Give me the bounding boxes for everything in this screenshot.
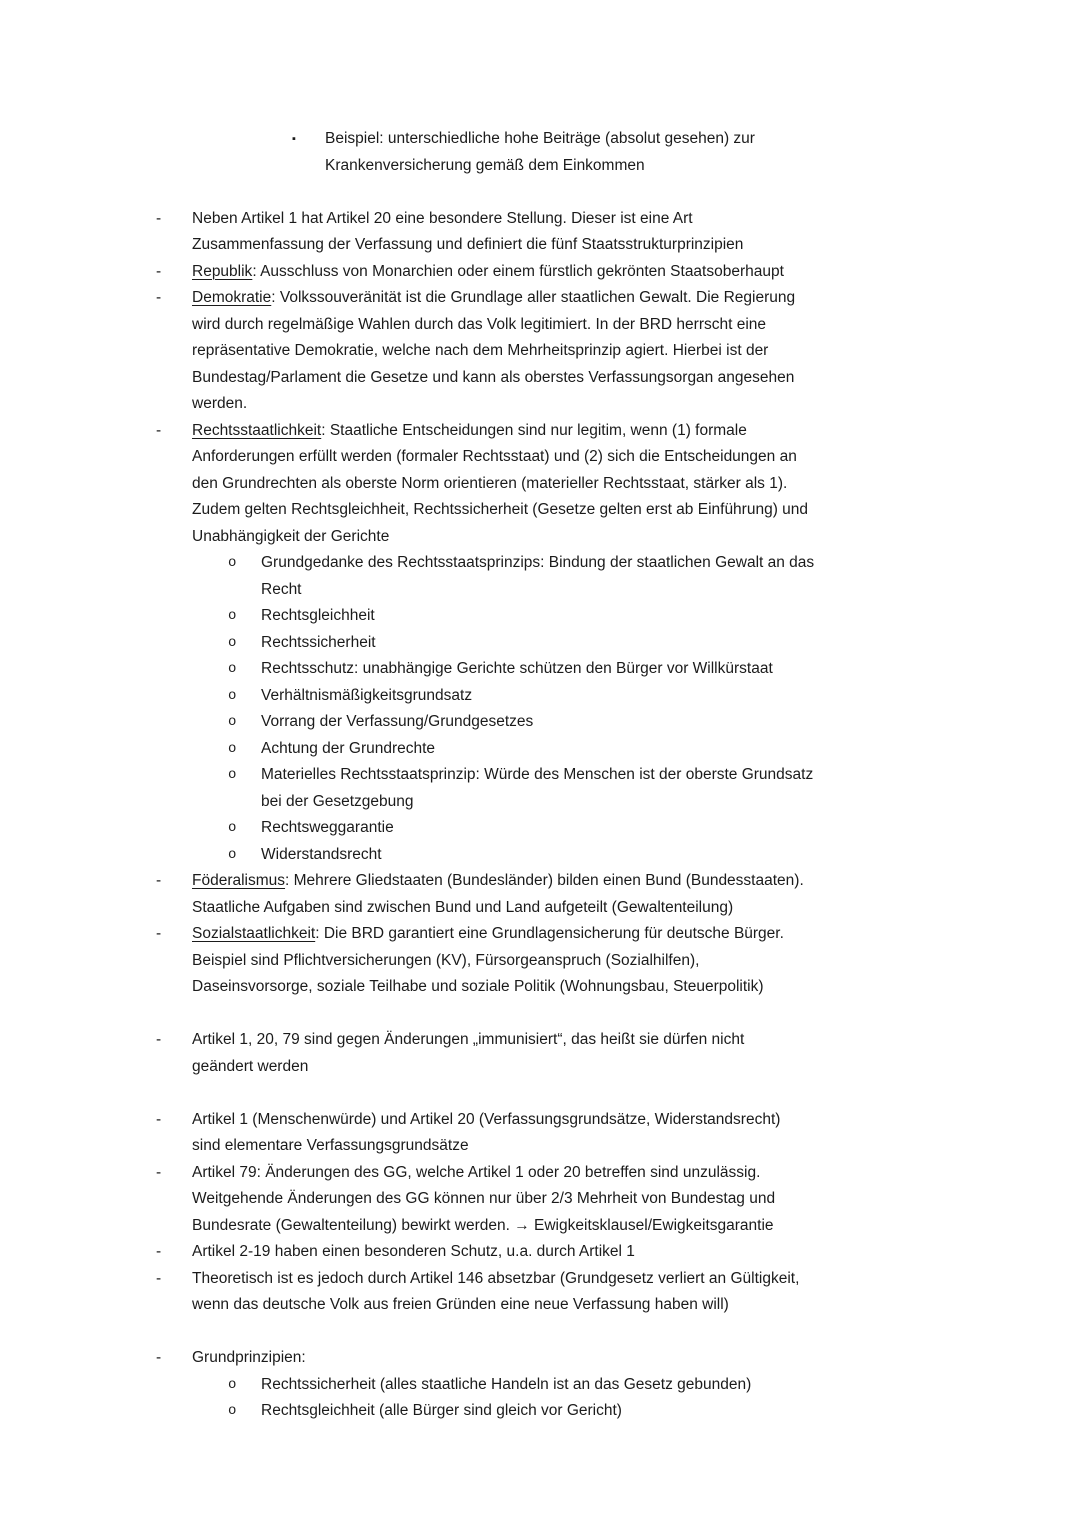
text-line: Staatliche Aufgaben sind zwischen Bund und Land aufgeteilt (Gewaltenteilung) [192, 898, 734, 916]
list-item [0, 815, 1080, 842]
list-item [0, 868, 1080, 921]
list-item-text [192, 1345, 1080, 1372]
list-item-text [261, 603, 1080, 630]
list-item [0, 1398, 1080, 1425]
dash-bullet-icon: - [156, 872, 162, 889]
dash-bullet-icon: - [156, 262, 162, 280]
list-item-text [192, 418, 1080, 551]
list-item-text [192, 1266, 1080, 1319]
text-line: Neben Artikel 1 hat Artikel 20 eine besondere Stellung. Dieser ist eine Art [192, 209, 693, 227]
text-line: repräsentative Demokratie, welche nach dem Mehrheitsprinzip agiert. Hierbei ist der [192, 342, 769, 359]
text-line: Materielles Rechtsstaatsprinzip: Würde des Menschen ist der oberste Grundsatz [261, 766, 814, 783]
list-item-text [192, 921, 1080, 1001]
list-item-text [261, 736, 1080, 763]
list-item-text [192, 206, 1080, 259]
text-line: Demokratie: Volkssouveränität ist die Grundlage aller staatlichen Gewalt. Die Regierung [192, 289, 796, 306]
text-line: Unabhängigkeit der Gerichte [192, 527, 390, 545]
circle-bullet-icon: o [228, 820, 237, 836]
list-item-text [192, 1239, 1080, 1266]
list-item [0, 921, 1080, 1001]
circle-bullet-icon: o [228, 1376, 237, 1393]
list-item-text [325, 126, 1080, 179]
text-line: Rechtsstaatlichkeit: Staatliche Entscheidungen sind nur legitim, wenn (1) formale [192, 421, 747, 439]
dash-bullet-icon: - [156, 1269, 162, 1287]
circle-bullet-icon: o [228, 1403, 237, 1419]
paragraph-spacer [0, 1319, 1080, 1346]
circle-bullet-icon: o [228, 740, 237, 757]
text-line: Zusammenfassung der Verfassung und definiert die fünf Staatsstrukturprinzipien [192, 236, 744, 253]
list-item [0, 630, 1080, 657]
list-item [0, 126, 1080, 179]
list-item [0, 1372, 1080, 1399]
list-item-text [192, 1107, 1080, 1160]
circle-bullet-icon: o [228, 767, 237, 783]
list-item-text [261, 762, 1080, 815]
circle-bullet-icon: o [228, 661, 237, 677]
list-item [0, 1027, 1080, 1080]
text-line: Rechtsschutz: unabhängige Gerichte schützen den Bürger vor Willkürstaat [261, 660, 773, 677]
text-line: Bundestag/Parlament die Gesetze und kann als oberstes Verfassungsorgan angesehen [192, 368, 795, 386]
document-body [0, 126, 1080, 1425]
square-bullet-icon: ▪ [292, 133, 296, 145]
text-line: Daseinsvorsorge, soziale Teilhabe und soziale Politik (Wohnungsbau, Steuerpolitik) [192, 978, 764, 995]
text-line: Weitgehende Änderungen des GG können nur über 2/3 Mehrheit von Bundestag und [192, 1190, 776, 1207]
text-line: sind elementare Verfassungsgrundsätze [192, 1137, 469, 1154]
underlined-term: Rechtsstaatlichkeit [192, 421, 322, 439]
paragraph-spacer [0, 1001, 1080, 1028]
text-line: Widerstandsrecht [261, 845, 382, 863]
text-line: Krankenversicherung gemäß dem Einkommen [325, 156, 645, 174]
list-item-text [192, 868, 1080, 921]
text-line: geändert werden [192, 1057, 309, 1075]
list-item [0, 603, 1080, 630]
dash-bullet-icon: - [156, 1163, 162, 1181]
text-line: Grundgedanke des Rechtsstaatsprinzips: Bindung der staatlichen Gewalt an das [261, 554, 815, 571]
list-item-text [261, 842, 1080, 869]
list-item-text [192, 285, 1080, 418]
list-item-text [261, 656, 1080, 683]
text-line: den Grundrechten als oberste Norm orientieren (materieller Rechtsstaat, stärker als 1). [192, 474, 788, 492]
underlined-term: Sozialstaatlichkeit [192, 925, 316, 942]
text-line: Republik: Ausschluss von Monarchien oder einem fürstlich gekrönten Staatsoberhaupt [192, 262, 784, 280]
list-item-text [261, 1398, 1080, 1425]
circle-bullet-icon: o [228, 634, 237, 651]
text-line: Beispiel sind Pflichtversicherungen (KV), Fürsorgeanspruch (Sozialhilfen), [192, 951, 700, 969]
text-line: Recht [261, 580, 302, 598]
text-line: Beispiel: unterschiedliche hohe Beiträge (absolut gesehen) zur [325, 130, 755, 147]
list-item [0, 1239, 1080, 1266]
text-line: Vorrang der Verfassung/Grundgesetzes [261, 713, 534, 730]
list-item-text [261, 1372, 1080, 1399]
list-item [0, 285, 1080, 418]
list-item [0, 1266, 1080, 1319]
dash-bullet-icon: - [156, 1243, 162, 1260]
list-item [0, 736, 1080, 763]
list-item-text [192, 1160, 1080, 1240]
list-item [0, 842, 1080, 869]
text-line: Rechtsweggarantie [261, 819, 394, 836]
list-item [0, 1107, 1080, 1160]
list-item [0, 550, 1080, 603]
list-item [0, 762, 1080, 815]
underlined-term: Demokratie [192, 289, 272, 306]
text-line: Rechtsgleichheit (alle Bürger sind gleich vor Gericht) [261, 1402, 622, 1419]
list-item [0, 709, 1080, 736]
dash-bullet-icon: - [156, 209, 162, 227]
text-line: Zudem gelten Rechtsgleichheit, Rechtssicherheit (Gesetze gelten erst ab Einführung) und [192, 501, 809, 518]
text-line: Anforderungen erfüllt werden (formaler Rechtsstaat) und (2) sich die Entscheidungen an [192, 448, 797, 465]
text-line: Artikel 1 (Menschenwürde) und Artikel 20 (Verfassungsgrundsätze, Widerstandsrecht) [192, 1110, 781, 1128]
text-line: Theoretisch ist es jedoch durch Artikel 146 absetzbar (Grundgesetz verliert an Gültigkeit, [192, 1269, 800, 1287]
circle-bullet-icon: o [228, 714, 237, 730]
list-item [0, 656, 1080, 683]
list-item-text [261, 550, 1080, 603]
underlined-term: Republik [192, 262, 253, 280]
list-item-text [192, 1027, 1080, 1080]
text-line: Rechtsgleichheit [261, 607, 375, 624]
text-line: Föderalismus: Mehrere Gliedstaaten (Bundesländer) bilden einen Bund (Bundesstaaten). [192, 872, 804, 889]
list-item [0, 206, 1080, 259]
dash-bullet-icon: - [156, 289, 162, 306]
text-line: Rechtssicherheit (alles staatliche Handeln ist an das Gesetz gebunden) [261, 1375, 752, 1393]
paragraph-spacer [0, 179, 1080, 206]
text-line: Grundprinzipien: [192, 1349, 306, 1366]
circle-bullet-icon: o [228, 555, 237, 571]
text-line: Rechtssicherheit [261, 633, 376, 651]
underlined-term: Föderalismus [192, 872, 286, 889]
paragraph-spacer [0, 1080, 1080, 1107]
text-line: Artikel 79: Änderungen des GG, welche Artikel 1 oder 20 betreffen sind unzulässig. [192, 1163, 761, 1181]
list-item-text [261, 683, 1080, 710]
list-item [0, 1345, 1080, 1372]
list-item-text [261, 815, 1080, 842]
text-line: wird durch regelmäßige Wahlen durch das Volk legitimiert. In der BRD herrscht eine [192, 315, 767, 333]
list-item-text [261, 630, 1080, 657]
list-item [0, 418, 1080, 551]
list-item-text [192, 259, 1080, 286]
text-line: wenn das deutsche Volk aus freien Gründen eine neue Verfassung haben will) [192, 1296, 729, 1313]
list-item [0, 259, 1080, 286]
dash-bullet-icon: - [156, 1031, 162, 1048]
list-item-text [261, 709, 1080, 736]
text-line: Bundesrate (Gewaltenteilung) bewirkt werden. → Ewigkeitsklausel/Ewigkeitsgarantie [192, 1216, 774, 1234]
list-item [0, 1160, 1080, 1240]
text-line: bei der Gesetzgebung [261, 792, 414, 810]
text-line: werden. [192, 395, 248, 412]
circle-bullet-icon: o [228, 846, 237, 863]
text-line: Artikel 2-19 haben einen besonderen Schutz, u.a. durch Artikel 1 [192, 1243, 635, 1260]
list-item [0, 683, 1080, 710]
dash-bullet-icon: - [156, 421, 162, 439]
text-line: Artikel 1, 20, 79 sind gegen Änderungen „immunisiert“, das heißt sie dürfen nicht [192, 1031, 745, 1048]
text-line: Sozialstaatlichkeit: Die BRD garantiert eine Grundlagensicherung für deutsche Bürger. [192, 925, 784, 942]
dash-bullet-icon: - [156, 925, 162, 942]
text-line: Verhältnismäßigkeitsgrundsatz [261, 686, 473, 704]
circle-bullet-icon: o [228, 687, 237, 704]
dash-bullet-icon: - [156, 1349, 162, 1366]
circle-bullet-icon: o [228, 608, 237, 624]
dash-bullet-icon: - [156, 1110, 162, 1128]
text-line: Achtung der Grundrechte [261, 739, 436, 757]
